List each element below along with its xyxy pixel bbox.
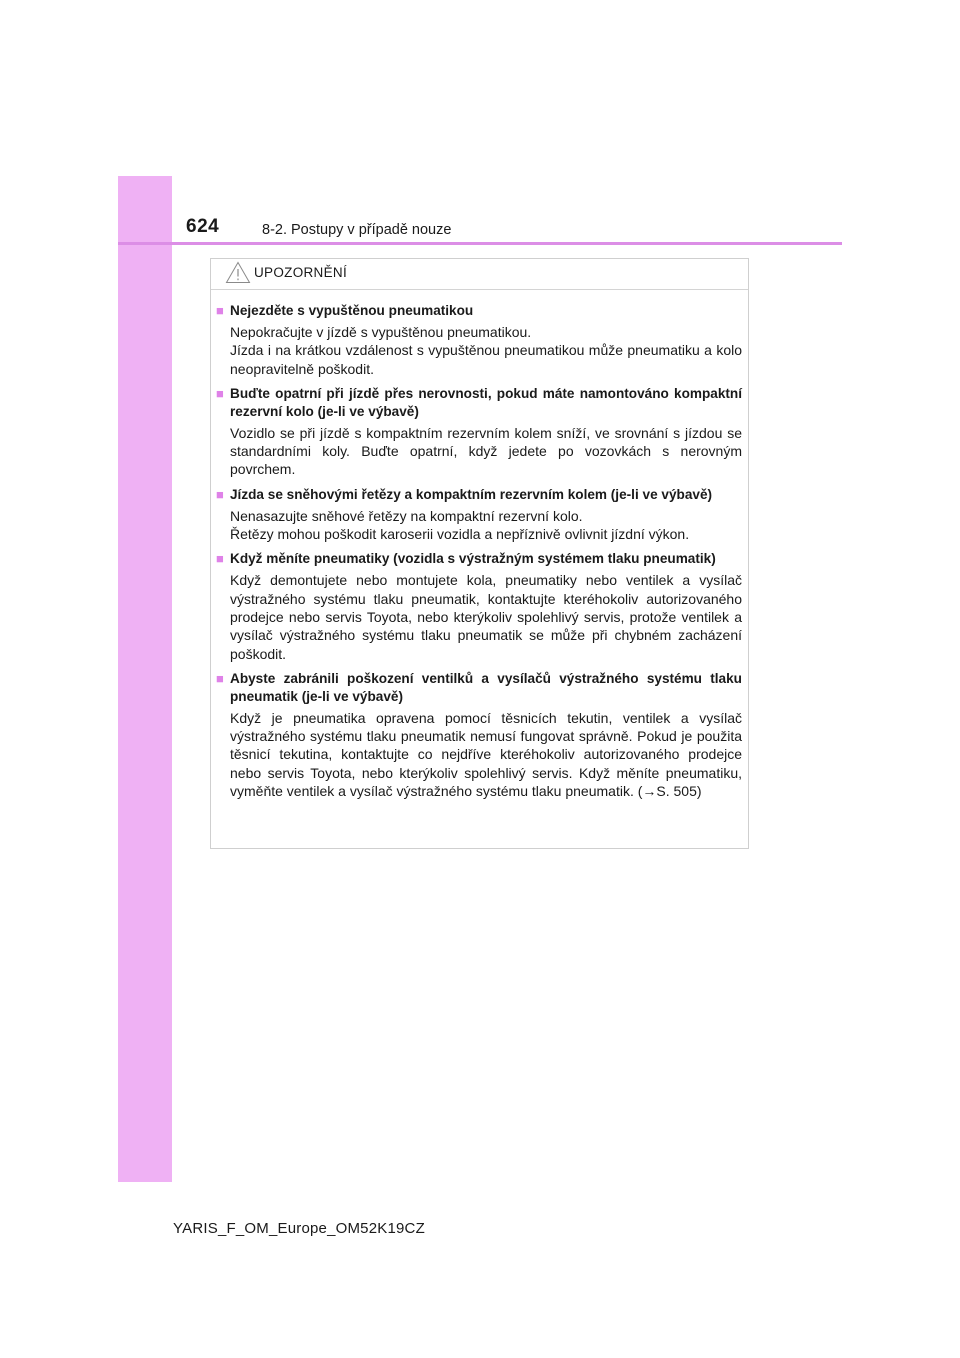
- chapter-side-tab: [118, 176, 172, 1182]
- warning-item-text: Nenasazujte sněhové řetězy na kompaktní rezervní kolo. Řetězy mohou poškodit karoserii vozidla a nepříznivě ovlivnit jízdní výkon.: [230, 507, 690, 543]
- square-bullet-icon: ■: [216, 551, 224, 567]
- warning-item-heading: Když měníte pneumatiky (vozidla s výstražným systémem tlaku pneumatik): [230, 551, 716, 567]
- warning-item-text: Nepokračujte v jízdě s vypuštěnou pneumatikou. Jízda i na krátkou vzdálenost s vypuštěnou pneumatikou může pneumatiku a kolo neopravitelně poškodit.: [230, 324, 742, 377]
- square-bullet-icon: ■: [216, 486, 224, 502]
- warning-item: [216, 486, 742, 544]
- footer-document-id: YARIS_F_OM_Europe_OM52K19CZ: [173, 1220, 425, 1237]
- warning-box: [210, 258, 749, 849]
- warning-label: UPOZORNĚNÍ: [254, 265, 348, 280]
- warning-item-heading: Jízda se sněhovými řetězy a kompaktním rezervním kolem (je-li ve výbavě): [230, 486, 713, 502]
- warning-item: [216, 550, 742, 662]
- warning-item-text: Když demontujete nebo montujete kola, pneumatiky nebo ventilek a vysílač výstražného systému tlaku pneumatik, kontaktujte kteréhokoliv autorizovaného prodejce nebo servis Toyota, nebo kterýkoliv spolehlivý servis, protože ventilek a vysílač výstražného systému tlaku pneumatik se může při chybném zacházení poškodit.: [230, 572, 742, 662]
- warning-item: [216, 670, 742, 800]
- square-bullet-icon: ■: [216, 670, 224, 686]
- warning-item: [216, 385, 742, 479]
- warning-header: [211, 259, 748, 290]
- warning-item-heading: Abyste zabránili poškození ventilků a vysílačů výstražného systému tlaku pneumatik (je-li ve výbavě): [230, 670, 742, 704]
- warning-item-heading: Nejezděte s vypuštěnou pneumatikou: [230, 303, 474, 318]
- section-title: 8-2. Postupy v případě nouze: [262, 222, 452, 238]
- warning-item-heading: Buďte opatrní při jízdě přes nerovnosti, pokud máte namontováno kompaktní rezervní kolo (je-li ve výbavě): [230, 385, 742, 419]
- square-bullet-icon: ■: [216, 303, 224, 318]
- square-bullet-icon: ■: [216, 385, 224, 401]
- warning-item-text: Když je pneumatika opravena pomocí těsnicích tekutin, ventilek a vysílač výstražného systému tlaku pneumatik nemusí fungovat správně. Pokud je použita těsnicí tekutina, kontaktujte co nejdříve kteréhokoliv autorizovaného prodejce nebo servis Toyota, nebo kterýkoliv spolehlivý servis. Když měníte pneumatiku, vyměňte ventilek a vysílač výstražného systému tlaku pneumatik. (→S. 505): [230, 709, 742, 800]
- page-number: 624: [186, 216, 220, 237]
- warning-item: [216, 302, 742, 378]
- warning-body: [211, 290, 748, 800]
- warning-triangle-icon: [225, 261, 251, 284]
- header-rule: [118, 242, 842, 245]
- warning-item-text: Vozidlo se při jízdě s kompaktním rezervním kolem sníží, ve srovnání s jízdou se standardními koly. Buďte opatrní, když jedete po vozovkách s nerovným povrchem.: [230, 424, 742, 478]
